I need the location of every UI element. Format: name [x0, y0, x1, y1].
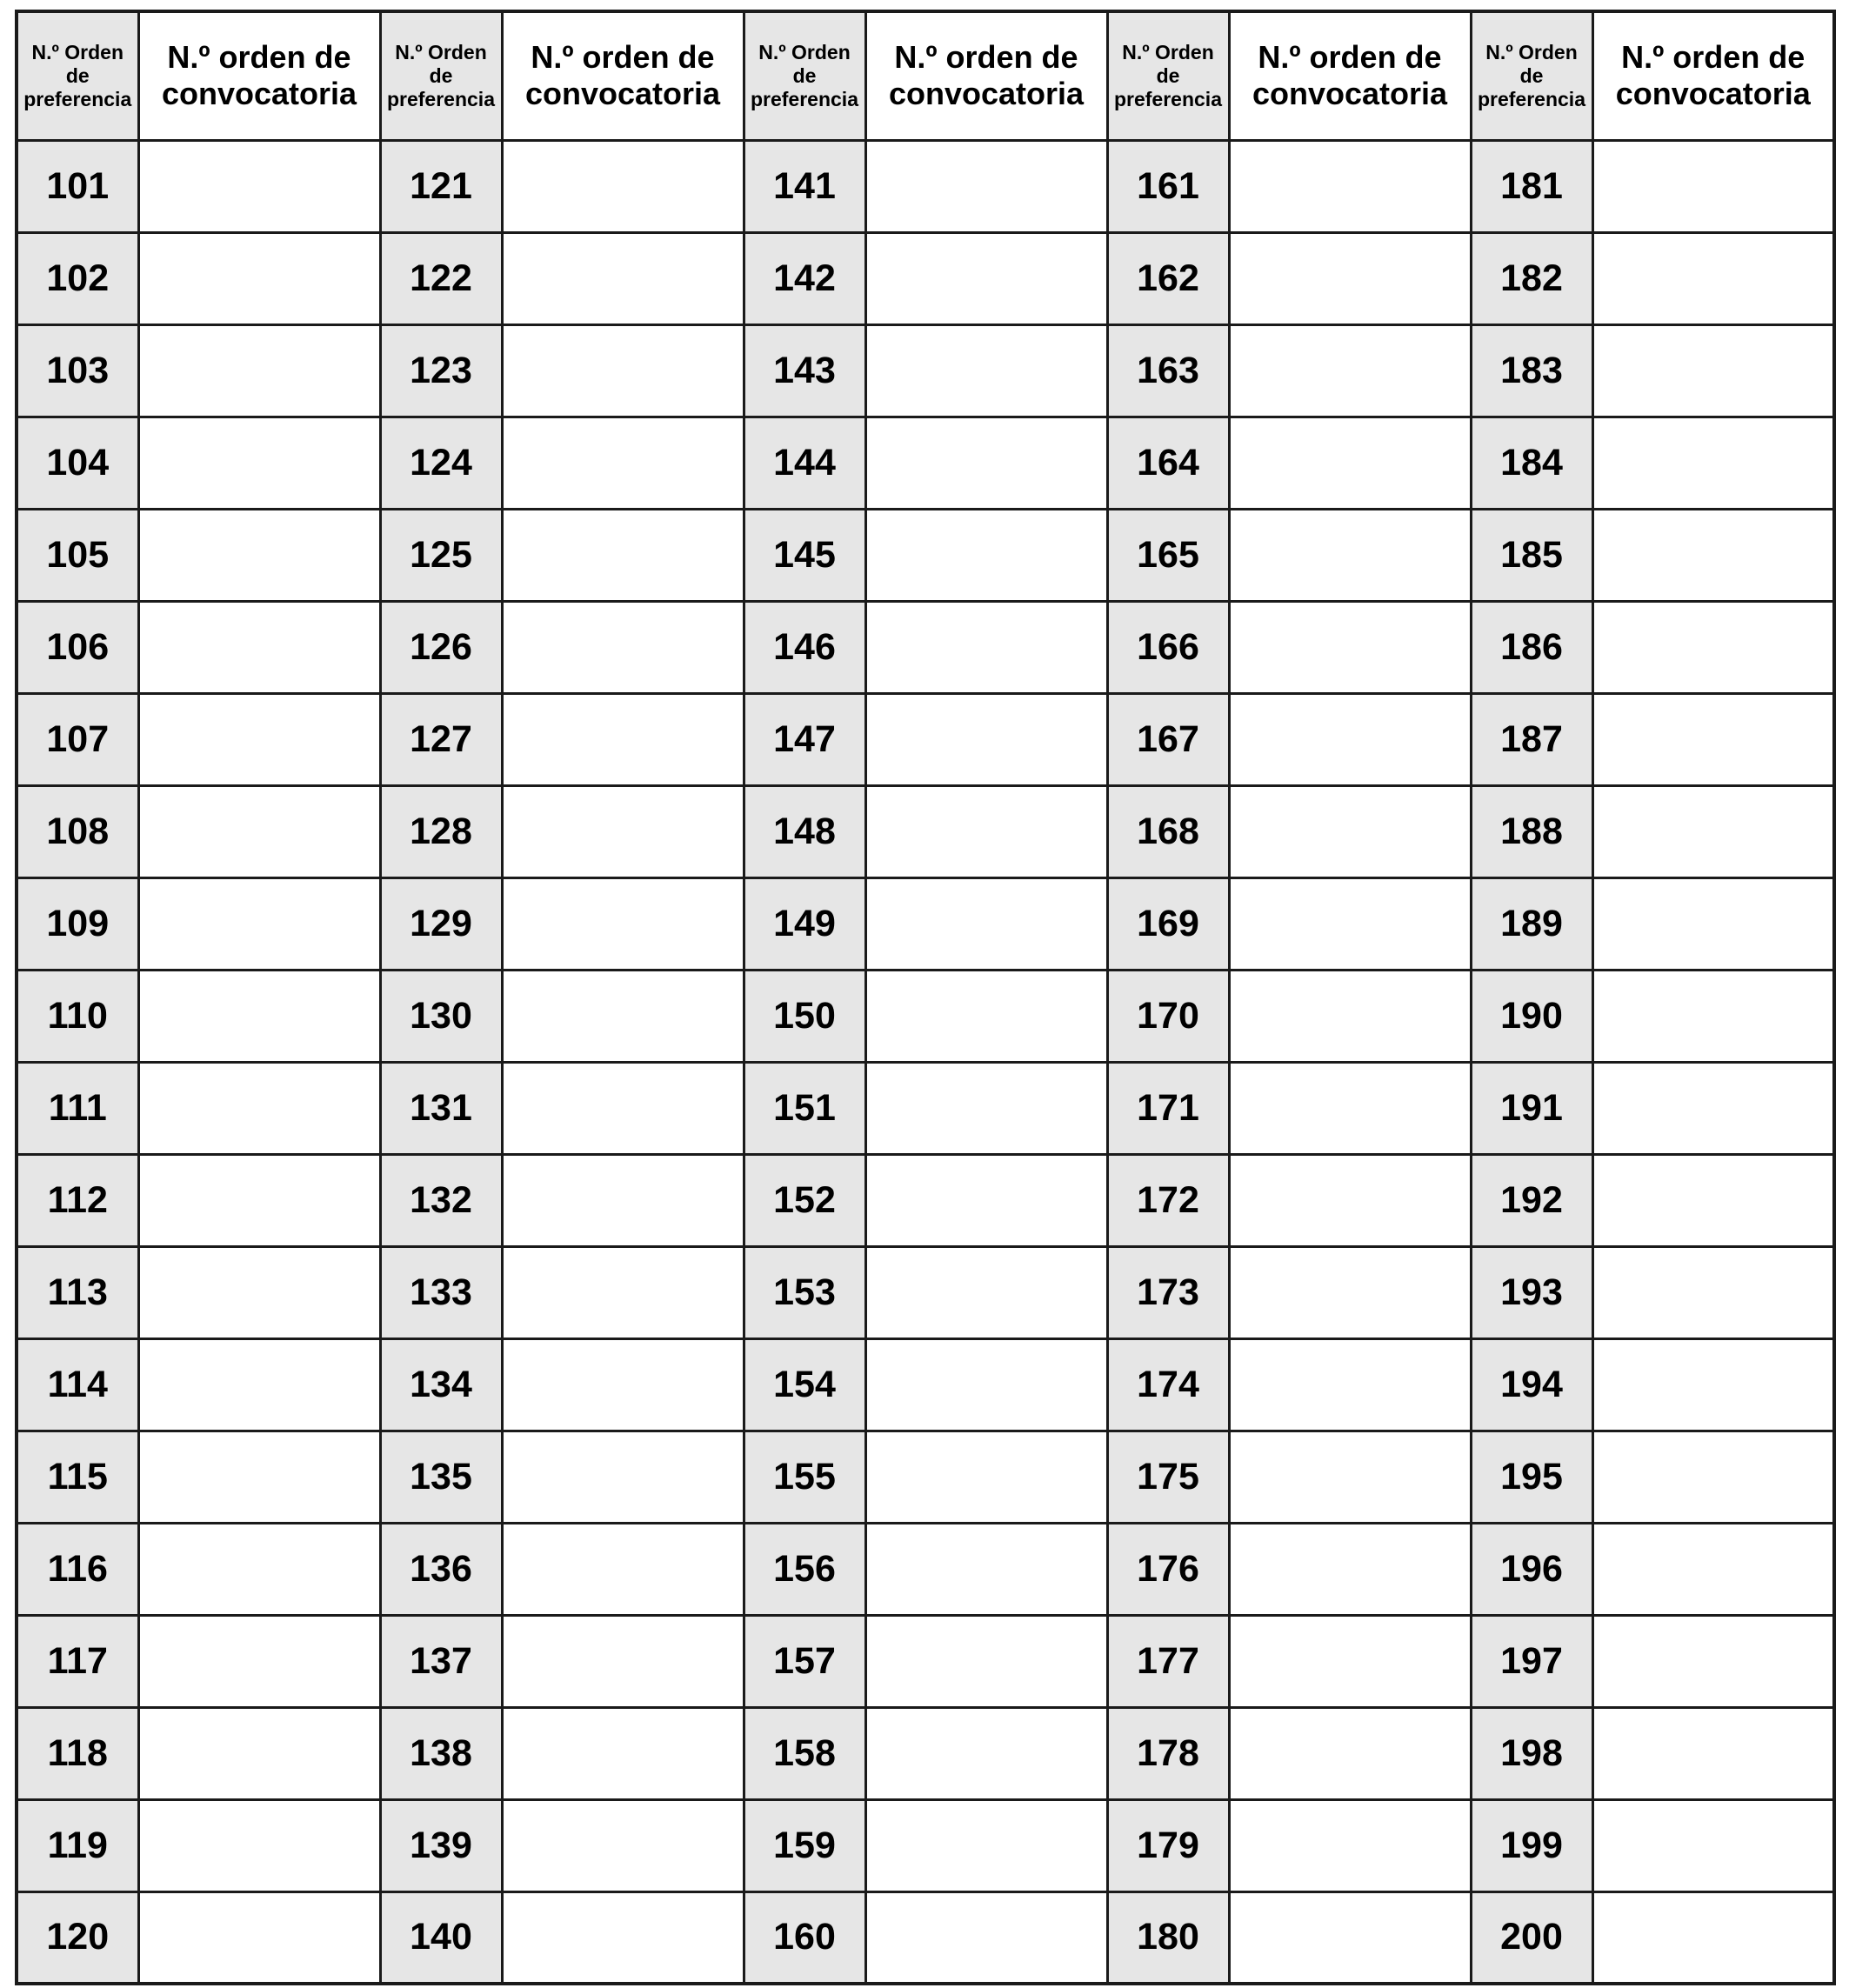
convocation-order-cell[interactable] — [502, 1523, 744, 1615]
convocation-order-cell[interactable] — [1229, 1062, 1471, 1154]
preference-number-cell: 170 — [1107, 970, 1229, 1062]
convocation-order-cell[interactable] — [1592, 1154, 1834, 1246]
preference-number-cell: 135 — [380, 1431, 502, 1523]
preference-number-cell: 187 — [1471, 693, 1592, 785]
preference-number-cell: 197 — [1471, 1615, 1592, 1707]
preference-number-cell: 148 — [744, 785, 865, 877]
convocation-order-cell[interactable] — [1592, 1615, 1834, 1707]
convocation-order-cell[interactable] — [138, 1154, 380, 1246]
preference-number-cell: 113 — [17, 1246, 138, 1338]
convocation-order-cell[interactable] — [1229, 140, 1471, 232]
table-row — [17, 509, 1834, 601]
preference-number-cell: 180 — [1107, 1891, 1229, 1984]
convocation-order-cell[interactable] — [502, 1431, 744, 1523]
convocation-order-cell[interactable] — [865, 1707, 1107, 1799]
convocation-order-cell[interactable] — [1229, 1246, 1471, 1338]
convocation-order-cell[interactable] — [865, 509, 1107, 601]
convocation-order-cell[interactable] — [502, 970, 744, 1062]
convocation-header-line: N.º orden de — [531, 39, 715, 76]
preference-number-cell: 156 — [744, 1523, 865, 1615]
convocation-order-cell[interactable] — [1229, 1799, 1471, 1891]
preference-number-cell: 169 — [1107, 877, 1229, 970]
convocation-order-cell[interactable] — [865, 877, 1107, 970]
table-row — [17, 1338, 1834, 1431]
preference-number-cell: 136 — [380, 1523, 502, 1615]
convocation-order-cell[interactable] — [1592, 1431, 1834, 1523]
convocation-order-cell[interactable] — [1229, 232, 1471, 324]
preference-number-cell: 141 — [744, 140, 865, 232]
preference-number-cell: 132 — [380, 1154, 502, 1246]
preference-number-cell: 104 — [17, 417, 138, 509]
convocation-header-line: N.º orden de — [167, 39, 351, 76]
convocation-order-cell[interactable] — [1229, 324, 1471, 417]
preference-number-cell: 195 — [1471, 1431, 1592, 1523]
convocation-header-line: convocatoria — [161, 76, 357, 112]
convocation-order-cell[interactable] — [502, 1338, 744, 1431]
convocation-order-cell[interactable] — [1592, 509, 1834, 601]
preference-number-cell: 158 — [744, 1707, 865, 1799]
convocation-header-line: N.º orden de — [894, 39, 1078, 76]
convocation-order-cell[interactable] — [1592, 1338, 1834, 1431]
preference-header-line: preferencia — [23, 87, 132, 110]
convocation-order-cell[interactable] — [865, 1431, 1107, 1523]
preference-number-cell: 142 — [744, 232, 865, 324]
header-row — [17, 11, 1834, 140]
preference-header-line: N.º Orden — [1485, 40, 1578, 63]
convocation-order-cell[interactable] — [1229, 1523, 1471, 1615]
table-row — [17, 1799, 1834, 1891]
convocation-order-cell[interactable] — [138, 785, 380, 877]
preference-number-cell: 151 — [744, 1062, 865, 1154]
preference-header-line: preferencia — [1477, 87, 1585, 110]
convocation-header-line: convocatoria — [1615, 76, 1811, 112]
preference-number-cell: 149 — [744, 877, 865, 970]
preference-number-cell: 121 — [380, 140, 502, 232]
preference-number-cell: 130 — [380, 970, 502, 1062]
convocation-order-cell[interactable] — [138, 1338, 380, 1431]
convocation-order-cell[interactable] — [1592, 601, 1834, 693]
preference-header-line: N.º Orden — [31, 40, 124, 63]
table-row — [17, 785, 1834, 877]
convocation-order-cell[interactable] — [138, 1062, 380, 1154]
convocation-order-cell[interactable] — [1592, 1799, 1834, 1891]
preference-number-cell: 107 — [17, 693, 138, 785]
preference-number-cell: 152 — [744, 1154, 865, 1246]
convocation-order-cell[interactable] — [138, 693, 380, 785]
convocation-order-cell[interactable] — [1592, 1246, 1834, 1338]
preference-number-cell: 122 — [380, 232, 502, 324]
preference-number-cell: 105 — [17, 509, 138, 601]
table-row — [17, 232, 1834, 324]
convocation-order-cell[interactable] — [138, 1431, 380, 1523]
preference-number-cell: 153 — [744, 1246, 865, 1338]
table-row — [17, 1431, 1834, 1523]
convocation-order-cell[interactable] — [1229, 693, 1471, 785]
preference-number-cell: 164 — [1107, 417, 1229, 509]
preference-header-line: de — [429, 63, 453, 87]
convocation-order-cell[interactable] — [502, 140, 744, 232]
preference-number-cell: 128 — [380, 785, 502, 877]
convocation-order-cell[interactable] — [138, 324, 380, 417]
convocation-order-cell[interactable] — [1592, 1707, 1834, 1799]
preference-number-cell: 109 — [17, 877, 138, 970]
convocation-order-cell[interactable] — [1592, 1523, 1834, 1615]
table-row — [17, 1891, 1834, 1984]
preference-number-cell: 126 — [380, 601, 502, 693]
preference-column-header — [744, 11, 865, 140]
preference-number-cell: 162 — [1107, 232, 1229, 324]
preference-header-line: de — [65, 63, 90, 87]
convocation-order-cell[interactable] — [865, 1891, 1107, 1984]
convocation-order-cell[interactable] — [1229, 785, 1471, 877]
preference-number-cell: 190 — [1471, 970, 1592, 1062]
convocation-order-cell[interactable] — [502, 1615, 744, 1707]
preference-number-cell: 115 — [17, 1431, 138, 1523]
preference-number-cell: 147 — [744, 693, 865, 785]
table-row — [17, 417, 1834, 509]
convocation-order-cell[interactable] — [865, 970, 1107, 1062]
preference-number-cell: 160 — [744, 1891, 865, 1984]
table-row — [17, 324, 1834, 417]
convocation-order-cell[interactable] — [1229, 970, 1471, 1062]
preference-header-line: N.º Orden — [758, 40, 851, 63]
table-row — [17, 970, 1834, 1062]
convocation-order-cell[interactable] — [865, 417, 1107, 509]
preference-number-cell: 137 — [380, 1615, 502, 1707]
preference-number-cell: 127 — [380, 693, 502, 785]
convocation-order-cell[interactable] — [502, 1799, 744, 1891]
preference-number-cell: 123 — [380, 324, 502, 417]
convocation-order-cell[interactable] — [865, 1246, 1107, 1338]
preference-number-cell: 144 — [744, 417, 865, 509]
convocation-order-cell[interactable] — [502, 785, 744, 877]
convocation-order-cell[interactable] — [1592, 417, 1834, 509]
preference-number-cell: 198 — [1471, 1707, 1592, 1799]
preference-header-line: preferencia — [386, 87, 495, 110]
preference-number-cell: 110 — [17, 970, 138, 1062]
convocation-order-cell[interactable] — [865, 785, 1107, 877]
preference-number-cell: 131 — [380, 1062, 502, 1154]
preference-number-cell: 168 — [1107, 785, 1229, 877]
preference-header-line: preferencia — [750, 87, 858, 110]
preference-number-cell: 145 — [744, 509, 865, 601]
preference-number-cell: 118 — [17, 1707, 138, 1799]
preference-header-line: de — [792, 63, 817, 87]
preference-number-cell: 117 — [17, 1615, 138, 1707]
preference-number-cell: 194 — [1471, 1338, 1592, 1431]
convocation-order-cell[interactable] — [865, 693, 1107, 785]
convocation-order-cell[interactable] — [865, 1154, 1107, 1246]
preference-number-cell: 119 — [17, 1799, 138, 1891]
convocation-order-cell[interactable] — [138, 1615, 380, 1707]
preference-number-cell: 139 — [380, 1799, 502, 1891]
convocation-order-cell[interactable] — [1229, 417, 1471, 509]
preference-number-cell: 178 — [1107, 1707, 1229, 1799]
convocation-order-cell[interactable] — [502, 693, 744, 785]
convocation-order-cell[interactable] — [502, 1707, 744, 1799]
preference-number-cell: 140 — [380, 1891, 502, 1984]
preference-header-line: de — [1156, 63, 1180, 87]
preference-number-cell: 138 — [380, 1707, 502, 1799]
preference-number-cell: 166 — [1107, 601, 1229, 693]
preference-number-cell: 183 — [1471, 324, 1592, 417]
preference-number-cell: 171 — [1107, 1062, 1229, 1154]
convocation-order-cell[interactable] — [502, 417, 744, 509]
preference-number-cell: 150 — [744, 970, 865, 1062]
convocation-order-cell[interactable] — [502, 1062, 744, 1154]
preference-number-cell: 165 — [1107, 509, 1229, 601]
convocation-order-cell[interactable] — [502, 877, 744, 970]
preference-number-cell: 129 — [380, 877, 502, 970]
convocation-header-line: convocatoria — [524, 76, 721, 112]
preference-number-cell: 124 — [380, 417, 502, 509]
convocation-header-line: convocatoria — [1252, 76, 1448, 112]
preference-number-cell: 101 — [17, 140, 138, 232]
convocation-order-cell[interactable] — [502, 509, 744, 601]
convocation-order-cell[interactable] — [1229, 1338, 1471, 1431]
convocation-order-cell[interactable] — [1592, 785, 1834, 877]
convocation-order-cell[interactable] — [138, 232, 380, 324]
preference-number-cell: 196 — [1471, 1523, 1592, 1615]
convocation-order-cell[interactable] — [865, 232, 1107, 324]
convocation-column-header — [1229, 11, 1471, 140]
preference-number-cell: 111 — [17, 1062, 138, 1154]
preference-number-cell: 172 — [1107, 1154, 1229, 1246]
convocation-order-cell[interactable] — [502, 1891, 744, 1984]
preference-number-cell: 177 — [1107, 1615, 1229, 1707]
convocation-order-cell[interactable] — [1592, 877, 1834, 970]
preference-number-cell: 161 — [1107, 140, 1229, 232]
convocation-order-cell[interactable] — [865, 1523, 1107, 1615]
preference-number-cell: 159 — [744, 1799, 865, 1891]
table-row — [17, 1523, 1834, 1615]
convocation-order-cell[interactable] — [865, 140, 1107, 232]
convocation-order-cell[interactable] — [502, 1246, 744, 1338]
convocation-header-line: N.º orden de — [1621, 39, 1806, 76]
preference-number-cell: 191 — [1471, 1062, 1592, 1154]
preference-number-cell: 154 — [744, 1338, 865, 1431]
table-row — [17, 1707, 1834, 1799]
preference-number-cell: 120 — [17, 1891, 138, 1984]
preference-header-line: N.º Orden — [1122, 40, 1214, 63]
preference-column-header — [17, 11, 138, 140]
preference-number-cell: 175 — [1107, 1431, 1229, 1523]
preference-number-cell: 134 — [380, 1338, 502, 1431]
preference-header-line: de — [1519, 63, 1544, 87]
preference-number-cell: 167 — [1107, 693, 1229, 785]
convocation-order-cell[interactable] — [138, 1523, 380, 1615]
convocation-column-header — [138, 11, 380, 140]
convocation-order-cell[interactable] — [1229, 1707, 1471, 1799]
preference-number-cell: 125 — [380, 509, 502, 601]
preference-number-cell: 116 — [17, 1523, 138, 1615]
convocation-order-cell[interactable] — [1592, 1891, 1834, 1984]
convocation-order-cell[interactable] — [138, 601, 380, 693]
convocation-order-cell[interactable] — [1229, 601, 1471, 693]
table-row — [17, 1154, 1834, 1246]
convocation-order-cell[interactable] — [138, 1246, 380, 1338]
convocation-order-cell[interactable] — [502, 232, 744, 324]
convocation-order-cell[interactable] — [1229, 509, 1471, 601]
preference-number-cell: 157 — [744, 1615, 865, 1707]
preference-column-header — [1471, 11, 1592, 140]
preference-number-cell: 189 — [1471, 877, 1592, 970]
convocation-order-cell[interactable] — [138, 1707, 380, 1799]
convocation-order-cell[interactable] — [1229, 1891, 1471, 1984]
convocation-order-cell[interactable] — [502, 1154, 744, 1246]
preference-number-cell: 143 — [744, 324, 865, 417]
convocation-order-cell[interactable] — [1592, 140, 1834, 232]
convocation-header-line: convocatoria — [888, 76, 1085, 112]
table-body — [17, 140, 1834, 1984]
preference-number-cell: 185 — [1471, 509, 1592, 601]
convocation-order-cell[interactable] — [865, 601, 1107, 693]
convocation-order-cell[interactable] — [1229, 1615, 1471, 1707]
preference-number-cell: 192 — [1471, 1154, 1592, 1246]
convocation-header-line: N.º orden de — [1258, 39, 1442, 76]
convocation-order-cell[interactable] — [138, 877, 380, 970]
preference-number-cell: 112 — [17, 1154, 138, 1246]
preference-number-cell: 188 — [1471, 785, 1592, 877]
preference-header-line: preferencia — [1113, 87, 1222, 110]
preference-number-cell: 133 — [380, 1246, 502, 1338]
convocation-order-cell[interactable] — [502, 324, 744, 417]
preference-number-cell: 106 — [17, 601, 138, 693]
preference-number-cell: 163 — [1107, 324, 1229, 417]
table-row — [17, 693, 1834, 785]
table-row — [17, 1246, 1834, 1338]
convocation-order-cell[interactable] — [865, 1338, 1107, 1431]
preference-number-cell: 114 — [17, 1338, 138, 1431]
preference-number-cell: 176 — [1107, 1523, 1229, 1615]
convocation-order-cell[interactable] — [138, 1799, 380, 1891]
preference-number-cell: 108 — [17, 785, 138, 877]
convocation-order-cell[interactable] — [865, 1615, 1107, 1707]
preference-number-cell: 155 — [744, 1431, 865, 1523]
convocation-order-cell[interactable] — [138, 140, 380, 232]
convocation-order-cell[interactable] — [1229, 877, 1471, 970]
preference-header-line: N.º Orden — [395, 40, 487, 63]
convocation-order-cell[interactable] — [1592, 970, 1834, 1062]
table-row — [17, 601, 1834, 693]
convocation-column-header — [502, 11, 744, 140]
preference-number-cell: 102 — [17, 232, 138, 324]
preference-number-cell: 184 — [1471, 417, 1592, 509]
convocation-order-cell[interactable] — [138, 970, 380, 1062]
convocation-column-header — [1592, 11, 1834, 140]
convocation-order-cell[interactable] — [1592, 232, 1834, 324]
table-row — [17, 1615, 1834, 1707]
preference-number-cell: 174 — [1107, 1338, 1229, 1431]
preference-number-cell: 146 — [744, 601, 865, 693]
preference-number-cell: 181 — [1471, 140, 1592, 232]
table-row — [17, 877, 1834, 970]
preference-number-cell: 182 — [1471, 232, 1592, 324]
convocation-order-cell[interactable] — [865, 1062, 1107, 1154]
convocation-order-cell[interactable] — [138, 1891, 380, 1984]
preference-number-cell: 193 — [1471, 1246, 1592, 1338]
convocation-order-cell[interactable] — [138, 417, 380, 509]
preference-order-table — [15, 10, 1836, 1985]
preference-number-cell: 200 — [1471, 1891, 1592, 1984]
preference-number-cell: 103 — [17, 324, 138, 417]
table-row — [17, 1062, 1834, 1154]
convocation-order-cell[interactable] — [138, 509, 380, 601]
table-row — [17, 140, 1834, 232]
convocation-column-header — [865, 11, 1107, 140]
preference-number-cell: 173 — [1107, 1246, 1229, 1338]
convocation-order-cell[interactable] — [502, 601, 744, 693]
preference-number-cell: 179 — [1107, 1799, 1229, 1891]
convocation-order-cell[interactable] — [1592, 693, 1834, 785]
convocation-order-cell[interactable] — [1229, 1154, 1471, 1246]
preference-number-cell: 186 — [1471, 601, 1592, 693]
convocation-order-cell[interactable] — [865, 324, 1107, 417]
preference-column-header — [380, 11, 502, 140]
preference-number-cell: 199 — [1471, 1799, 1592, 1891]
convocation-order-cell[interactable] — [1592, 324, 1834, 417]
convocation-order-cell[interactable] — [865, 1799, 1107, 1891]
preference-column-header — [1107, 11, 1229, 140]
convocation-order-cell[interactable] — [1592, 1062, 1834, 1154]
convocation-order-cell[interactable] — [1229, 1431, 1471, 1523]
